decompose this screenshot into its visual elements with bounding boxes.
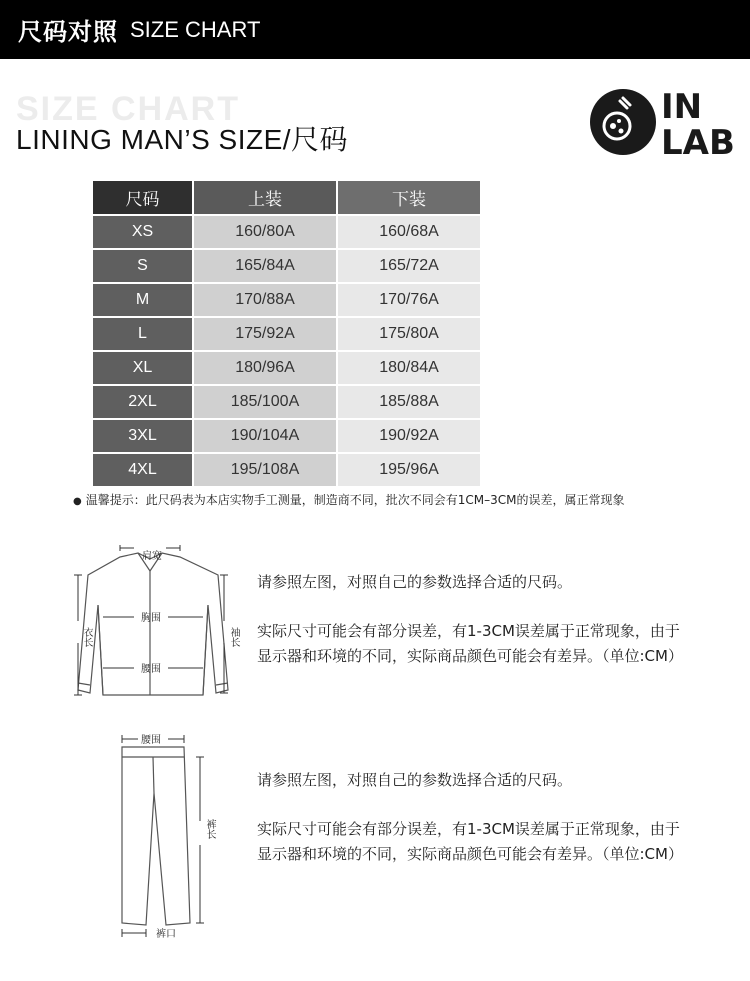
top-cell: 160/80A xyxy=(193,215,337,249)
table-row xyxy=(93,453,480,486)
bottom-cell: 180/84A xyxy=(337,351,480,385)
bottom-cell: 190/92A xyxy=(337,419,480,453)
label-hem: 裤口 xyxy=(156,929,176,940)
header-size: 尺码 xyxy=(93,181,193,215)
size-cell: 4XL xyxy=(93,453,193,486)
table-row xyxy=(93,419,480,453)
logo-text-in: IN xyxy=(661,87,703,127)
top-cell: 175/92A xyxy=(193,317,337,351)
table-row xyxy=(93,351,480,385)
pants-diagram-icon xyxy=(110,733,215,943)
subtitle-strong: SIZE/尺码 xyxy=(218,124,349,155)
size-cell: M xyxy=(93,283,193,317)
size-cell: 2XL xyxy=(93,385,193,419)
ghost-watermark-text: SIZE CHART xyxy=(16,90,240,128)
label-chest: 胸围 xyxy=(141,613,161,624)
size-cell: XS xyxy=(93,215,193,249)
top-cell: 180/96A xyxy=(193,351,337,385)
logo-text-lab: LAB xyxy=(661,123,735,163)
top-desc-line1: 请参照左图，对照自己的参数选择合适的尺码。 xyxy=(257,573,573,591)
table-row xyxy=(93,215,480,249)
size-table-header-row xyxy=(93,181,480,215)
top-cell: 195/108A xyxy=(193,453,337,486)
label-pants-length xyxy=(195,818,216,840)
bottom-cell: 185/88A xyxy=(337,385,480,419)
bottom-cell: 195/96A xyxy=(337,453,480,486)
bullet-icon: ● xyxy=(73,496,82,507)
shirt-diagram-icon xyxy=(68,545,238,710)
subtitle-prefix: LINING MAN’S xyxy=(16,124,219,155)
table-row xyxy=(93,249,480,283)
size-table xyxy=(93,181,480,486)
label-pants-waist: 腰围 xyxy=(141,735,161,746)
top-cell: 170/88A xyxy=(193,283,337,317)
size-cell: XL xyxy=(93,351,193,385)
header-bottom: 下装 xyxy=(337,181,480,215)
table-row xyxy=(93,385,480,419)
size-note-text: 温馨提示：此尺码表为本店实物手工测量，制造商不同，批次不同会有1CM–3CM的误差，属正常现象 xyxy=(85,493,625,507)
label-sleeve-text: 袖长 xyxy=(219,627,239,638)
bottom-cell: 165/72A xyxy=(337,249,480,283)
label-waist: 腰围 xyxy=(141,664,161,675)
size-cell: L xyxy=(93,317,193,351)
top-cell: 165/84A xyxy=(193,249,337,283)
header-title-en: SIZE CHART xyxy=(130,16,261,42)
label-pants-length-text: 裤长 xyxy=(195,819,215,830)
bottom-cell: 170/76A xyxy=(337,283,480,317)
label-shoulder: 肩宽 xyxy=(142,551,162,562)
bottom-desc-line1: 请参照左图，对照自己的参数选择合适的尺码。 xyxy=(257,771,573,789)
top-description xyxy=(257,570,687,669)
bottom-cell: 175/80A xyxy=(337,317,480,351)
inlab-logo xyxy=(590,86,736,163)
bottom-cell: 160/68A xyxy=(337,215,480,249)
page-subtitle xyxy=(16,118,348,158)
bottom-desc-line2: 实际尺寸可能会有部分误差，有1-3CM误差属于正常现象，由于显示器和环境的不同，实际商品颜色可能会有差异。（单位:CM） xyxy=(257,820,683,863)
header-title-zh: 尺码对照 xyxy=(18,18,118,46)
top-cell: 190/104A xyxy=(193,419,337,453)
table-row xyxy=(93,317,480,351)
bottom-description xyxy=(257,768,687,867)
label-sleeve xyxy=(219,626,240,648)
size-cell: S xyxy=(93,249,193,283)
size-cell: 3XL xyxy=(93,419,193,453)
header-bar xyxy=(0,0,750,59)
table-row xyxy=(93,283,480,317)
top-cell: 185/100A xyxy=(193,385,337,419)
header-top: 上装 xyxy=(193,181,337,215)
label-length-text: 衣长 xyxy=(72,627,92,638)
size-note xyxy=(73,491,624,508)
top-desc-line2: 实际尺寸可能会有部分误差，有1-3CM误差属于正常现象，由于显示器和环境的不同，实际商品颜色可能会有差异。（单位:CM） xyxy=(257,622,683,665)
